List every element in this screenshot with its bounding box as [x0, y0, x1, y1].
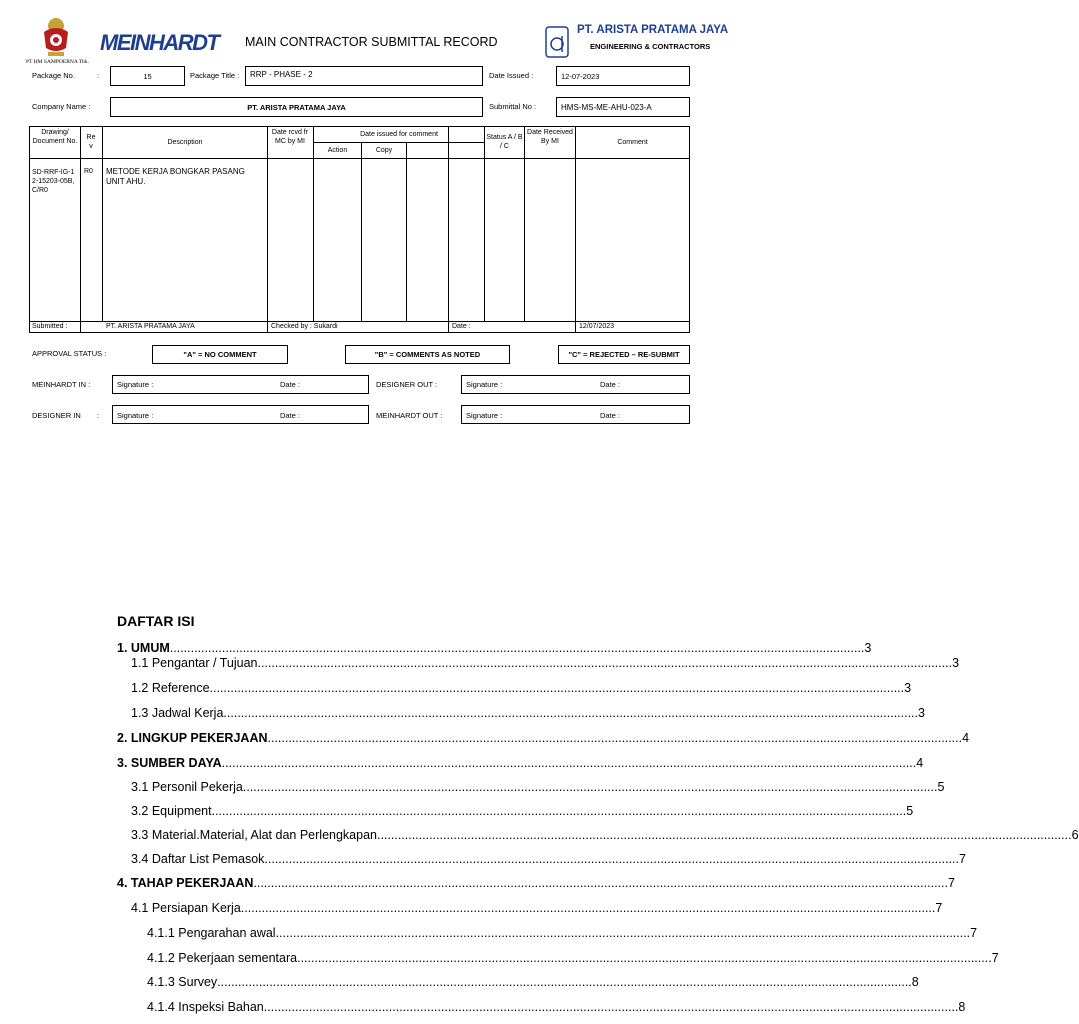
toc-entry-text: 2. LINGKUP PEKERJAAN: [117, 731, 268, 745]
toc-entry-text: 4.1.2 Pekerjaan sementara: [147, 951, 298, 965]
toc-leader-dots: ........................................................................................................................................................................................................: [297, 951, 992, 965]
col-date-received-header: Date Received By MI: [527, 129, 573, 145]
col-action-header: Action: [327, 147, 348, 154]
toc-entry-text: 3.3 Material.Material, Alat dan Perlengkapan: [131, 828, 377, 842]
toc-title: DAFTAR ISI: [117, 613, 195, 629]
toc-leader-dots: ........................................................................................................................................................................................................: [240, 901, 936, 915]
submitted-value: PT. ARISTA PRATAMA JAYA: [106, 323, 195, 330]
company-logo-name: PT. ARISTA PRATAMA JAYA: [577, 24, 729, 36]
company-name-field[interactable]: PT. ARISTA PRATAMA JAYA: [110, 97, 483, 117]
package-no-label: Package No.: [32, 71, 75, 80]
package-no-colon: :: [97, 71, 100, 80]
toc-entry[interactable]: [131, 852, 966, 866]
toc-entry-page: 7: [959, 852, 966, 866]
toc-entry[interactable]: [131, 706, 925, 720]
toc-entry[interactable]: [117, 641, 872, 655]
toc-entry-text: 1. UMUM: [117, 641, 170, 655]
col-comment-header: Comment: [617, 139, 648, 146]
toc-leader-dots: ........................................................................................................................................................................................................: [169, 641, 865, 655]
toc-entry-text: 1.1 Pengantar / Tujuan: [131, 656, 258, 670]
toc-entry[interactable]: [147, 975, 919, 989]
submitted-label: Submitted :: [32, 323, 68, 330]
toc-entry-page: 3: [904, 681, 912, 695]
toc-leader-dots: ........................................................................................................................................................................................................: [257, 656, 953, 670]
page-title: MAIN CONTRACTOR SUBMITTAL RECORD: [245, 35, 498, 49]
col-date-rcvd-header: Date rcvd fr MC by MI: [271, 129, 309, 145]
submittal-no-label: Submittal No :: [489, 102, 537, 111]
toc-entry-page: 3: [864, 641, 872, 655]
toc-entry-text: 3.1 Personil Pekerja: [131, 780, 243, 794]
meinhardt-logo: MEINHARDT: [100, 30, 219, 55]
toc-entry-page: 6: [1071, 828, 1079, 842]
toc-entry-text: 1.3 Jadwal Kerja: [131, 706, 224, 720]
toc-leader-dots: ........................................................................................................................................................................................................: [264, 852, 959, 866]
footer-date-label: Date :: [452, 323, 471, 330]
toc-entry-page: 4: [962, 731, 970, 745]
toc-entry-text: 3.4 Daftar List Pemasok: [131, 852, 265, 866]
designer-in-signature: Signature :: [117, 411, 154, 420]
toc-entry-text: 3. SUMBER DAYA: [117, 756, 222, 770]
toc-entry-text: 4.1.1 Pengarahan awal: [147, 926, 276, 940]
toc-entry-page: 7: [947, 876, 955, 890]
footer-date-value: 12/07/2023: [579, 323, 615, 330]
toc-leader-dots: ........................................................................................................................................................................................................: [217, 975, 912, 989]
meinhardt-out-signature: Signature :: [466, 411, 503, 420]
approval-c-box[interactable]: "C" = REJECTED – RE-SUBMIT: [558, 345, 690, 364]
toc-entry[interactable]: [117, 876, 955, 890]
col-copy-header: Copy: [375, 147, 393, 154]
package-title-label: Package Title :: [190, 71, 240, 80]
designer-in-label: DESIGNER IN: [32, 411, 81, 420]
designer-out-date: Date :: [600, 380, 621, 389]
col-drawing-header: Drawing/ Document No.: [32, 129, 78, 145]
sampoerna-logo: [36, 14, 76, 60]
meinhardt-in-date: Date :: [280, 380, 301, 389]
designer-in-colon: :: [97, 411, 100, 420]
toc-entry-text: 4.1.4 Inspeksi Bahan: [147, 1000, 264, 1014]
designer-out-signature: Signature :: [466, 380, 503, 389]
toc-leader-dots: ........................................................................................................................................................................................................: [267, 731, 963, 745]
meinhardt-out-date: Date :: [600, 411, 621, 420]
toc-entry-page: 7: [935, 901, 943, 915]
toc-entry[interactable]: [131, 681, 912, 695]
col-description-header: Description: [167, 139, 203, 146]
package-no-field[interactable]: 15: [110, 66, 185, 86]
approval-status-label: APPROVAL STATUS :: [32, 349, 107, 358]
checked-by: Checked by : Sukardi: [271, 323, 338, 330]
submittal-no-field[interactable]: HMS-MS-ME-AHU-023-A: [556, 97, 690, 117]
toc-entry[interactable]: [117, 756, 924, 770]
toc-leader-dots: ........................................................................................................................................................................................................: [376, 828, 1072, 842]
company-logo-sub: ENGINEERING & CONTRACTORS: [590, 42, 711, 51]
toc-entry[interactable]: [131, 828, 1079, 842]
toc-entry-text: 4.1.3 Survey: [147, 975, 218, 989]
toc-entry[interactable]: [131, 804, 914, 818]
toc-leader-dots: ........................................................................................................................................................................................................: [242, 780, 938, 794]
toc-entry-text: 4. TAHAP PEKERJAAN: [117, 876, 254, 890]
toc-entry-text: 3.2 Equipment: [131, 804, 212, 818]
package-title-field[interactable]: RRP - PHASE - 2: [245, 66, 483, 86]
toc-entry[interactable]: [131, 901, 943, 915]
col-date-issued-comment-header: Date issued for comment: [360, 131, 438, 138]
toc-leader-dots: ........................................................................................................................................................................................................: [211, 804, 907, 818]
toc-entry-page: 5: [937, 780, 945, 794]
toc-leader-dots: ........................................................................................................................................................................................................: [221, 756, 917, 770]
toc-entry[interactable]: [131, 656, 960, 670]
date-issued-label: Date Issued :: [489, 71, 534, 80]
toc-entry-page: 8: [911, 975, 919, 989]
row-drawing-no: SD-RRF-IG-12-15203-05B,C/R0: [32, 169, 75, 194]
toc-entry-text: 4.1 Persiapan Kerja: [131, 901, 241, 915]
approval-b-box[interactable]: "B" = COMMENTS AS NOTED: [345, 345, 510, 364]
row-description: METODE KERJA BONGKAR PASANG UNIT AHU.: [106, 167, 245, 186]
company-logo-icon: [545, 26, 569, 58]
company-name-label: Company Name :: [32, 102, 91, 111]
approval-a-box[interactable]: "A" = NO COMMENT: [152, 345, 288, 364]
toc-entry[interactable]: [147, 926, 978, 940]
toc-entry-page: 8: [958, 1000, 966, 1014]
toc-leader-dots: ........................................................................................................................................................................................................: [253, 876, 948, 890]
toc-leader-dots: ........................................................................................................................................................................................................: [263, 1000, 959, 1014]
toc-entry-page: 7: [991, 951, 999, 965]
toc-entry[interactable]: [117, 731, 970, 745]
designer-out-label: DESIGNER OUT :: [376, 380, 438, 389]
row-rev: R0: [84, 168, 93, 175]
designer-in-date: Date :: [280, 411, 301, 420]
toc-entry[interactable]: [147, 1000, 966, 1014]
meinhardt-out-label: MEINHARDT OUT :: [376, 411, 443, 420]
toc-entry[interactable]: [147, 951, 999, 965]
toc-entry-page: 3: [918, 706, 925, 720]
toc-entry-text: 1.2 Reference: [131, 681, 210, 695]
toc-leader-dots: ........................................................................................................................................................................................................: [275, 926, 971, 940]
col-status-header: Status A / B / C: [486, 134, 523, 150]
date-issued-field[interactable]: 12-07-2023: [556, 66, 690, 86]
meinhardt-in-label: MEINHARDT IN :: [32, 380, 91, 389]
toc-leader-dots: ........................................................................................................................................................................................................: [209, 681, 905, 695]
toc-entry-page: 5: [906, 804, 914, 818]
toc-entry-page: 3: [952, 656, 960, 670]
col-rev-header: Re v: [86, 134, 96, 150]
toc-leader-dots: ........................................................................................................................................................................................................: [223, 706, 919, 720]
toc-entry-page: 4: [916, 756, 924, 770]
toc-entry-page: 7: [970, 926, 978, 940]
toc-entry[interactable]: [131, 780, 945, 794]
meinhardt-in-signature: Signature :: [117, 380, 154, 389]
sampoerna-caption: PT HM SAMPOERNA Tbk.: [26, 59, 90, 65]
